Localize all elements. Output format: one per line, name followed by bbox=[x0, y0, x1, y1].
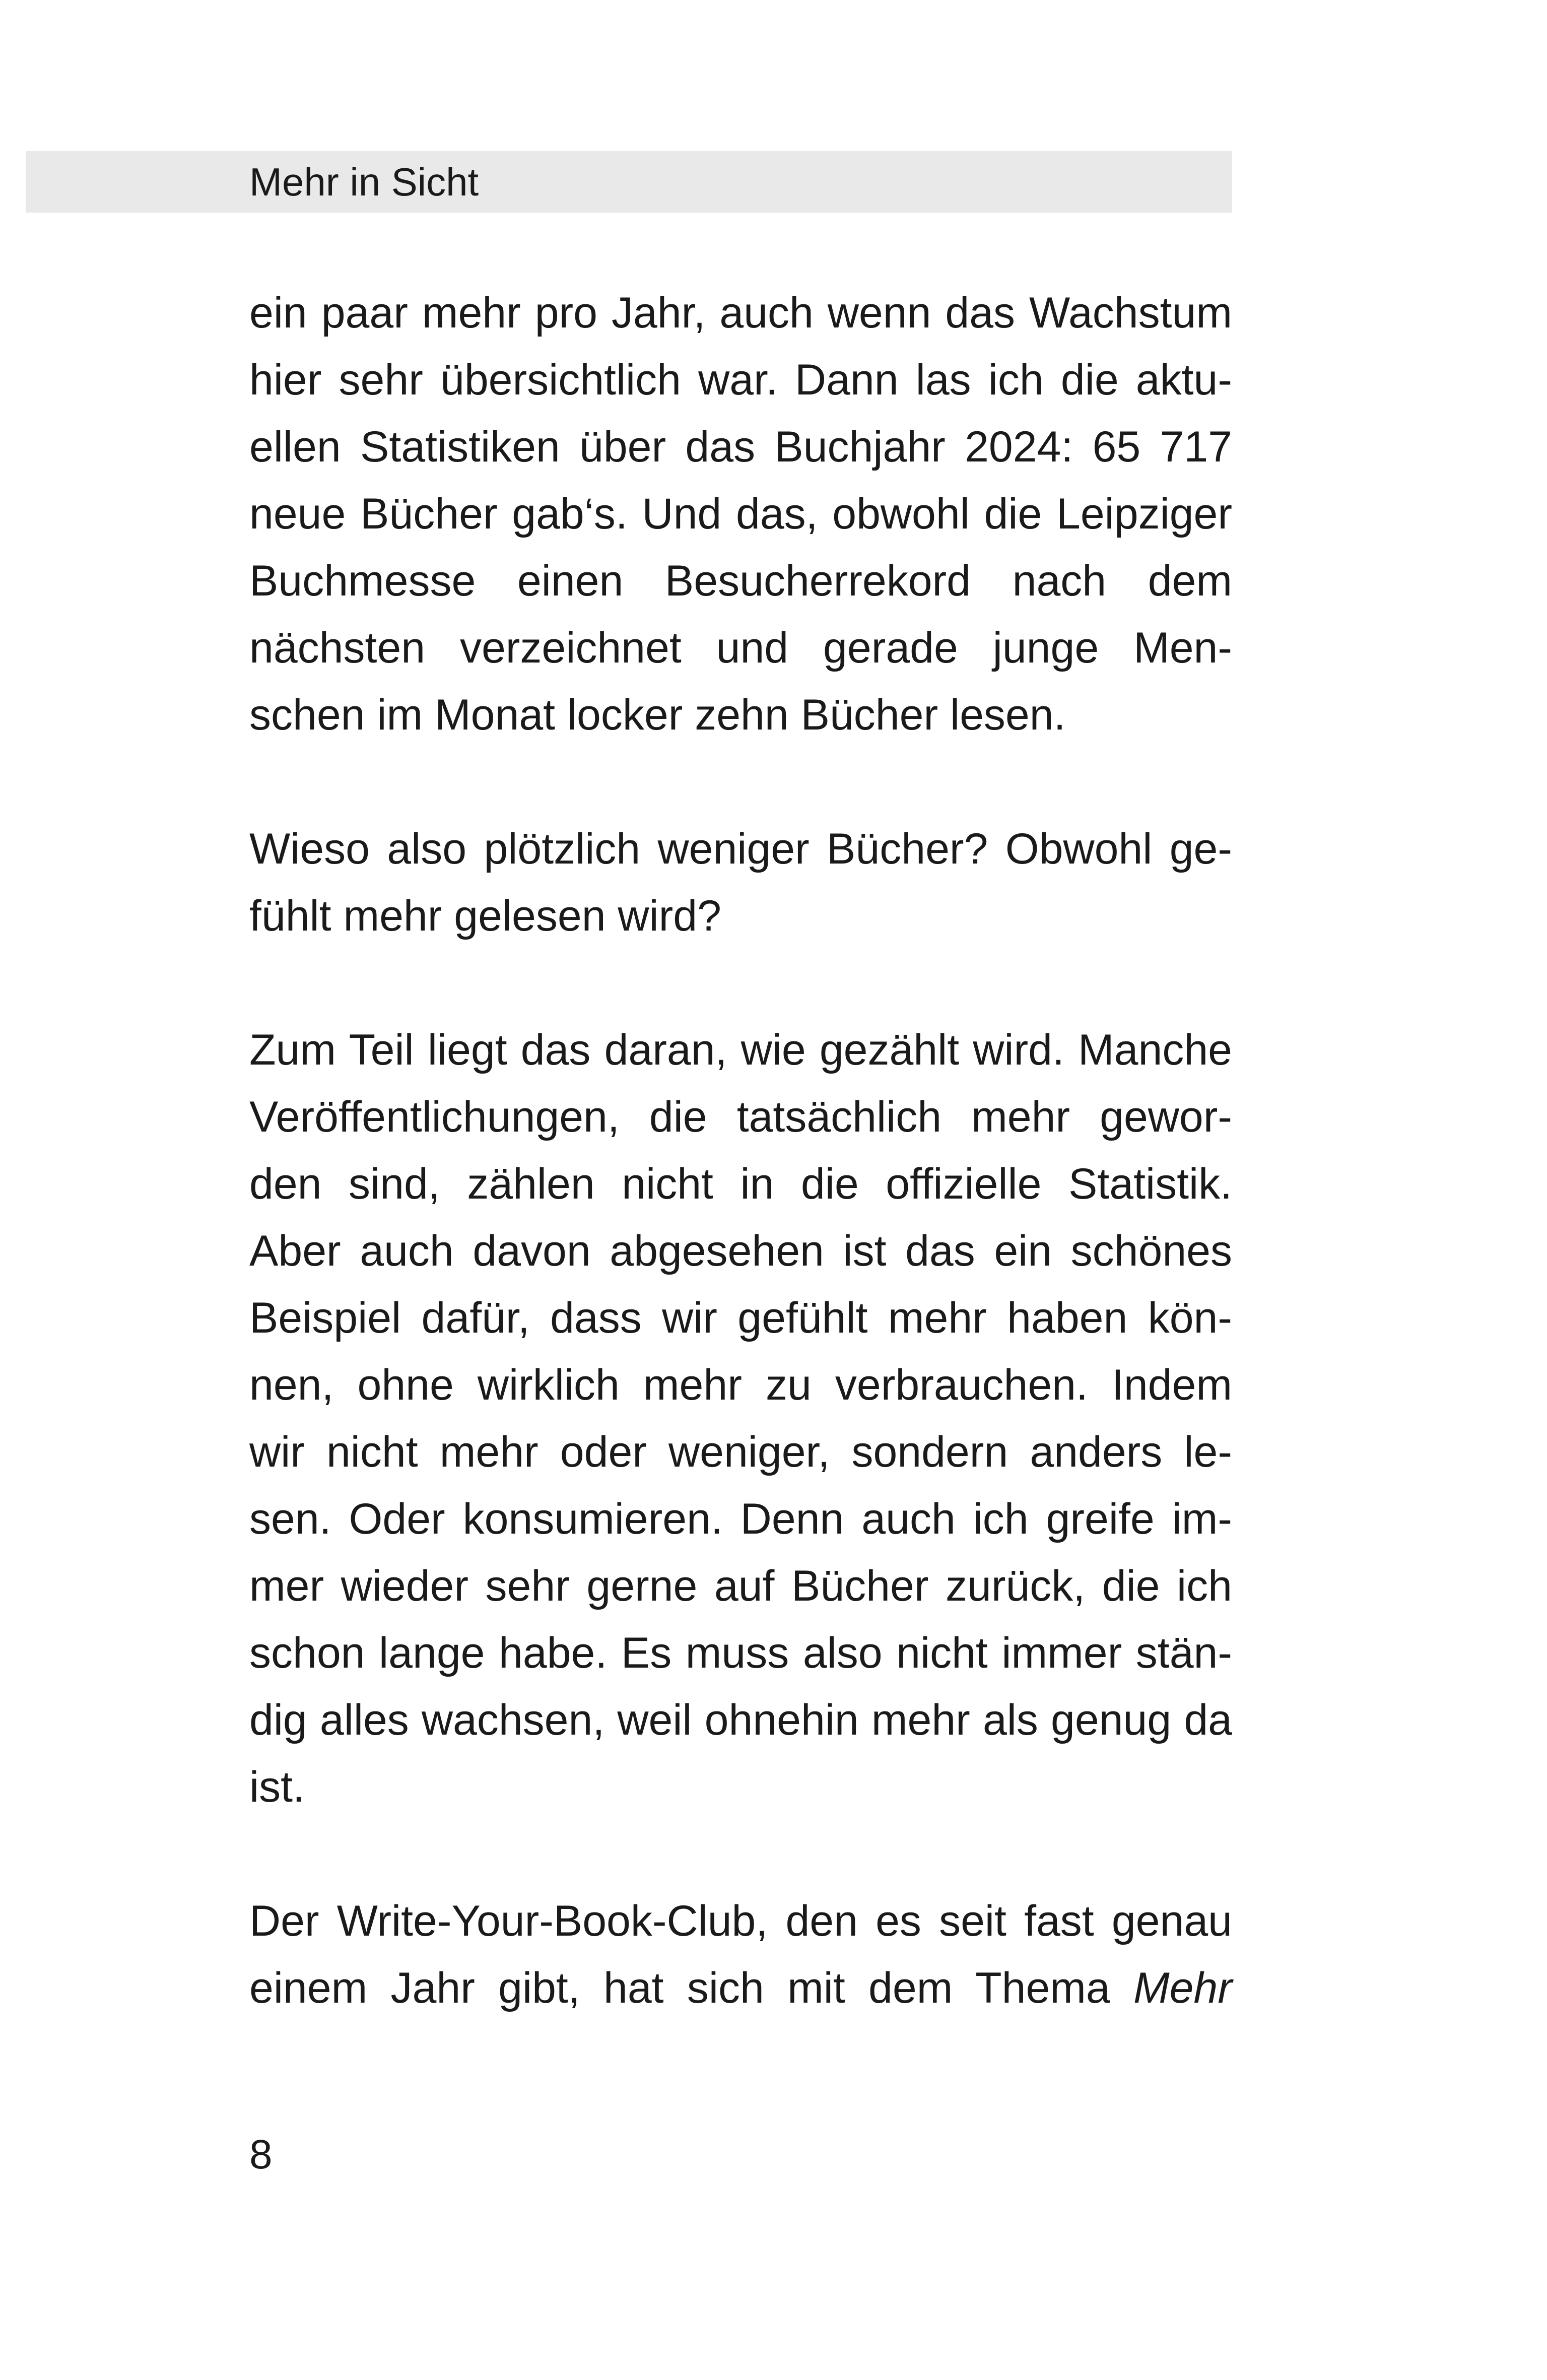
page-number: 8 bbox=[249, 2132, 273, 2177]
text-line: mer wieder sehr gerne auf Bücher zurück, die ich bbox=[249, 1562, 1232, 1610]
text-line: nen, ohne wirklich mehr zu verbrauchen. Indem bbox=[249, 1361, 1232, 1409]
text-line bbox=[249, 1955, 1232, 2022]
text-line: schen im Monat locker zehn Bücher lesen. bbox=[249, 691, 1066, 739]
text-line: Aber auch davon abgesehen ist das ein schönes bbox=[249, 1227, 1232, 1275]
text-line: neue Bücher gab‘s. Und das, obwohl die Leipziger bbox=[249, 490, 1232, 538]
body-text bbox=[249, 280, 1232, 2022]
text-line: ist. bbox=[249, 1763, 305, 1811]
text-line: hier sehr übersichtlich war. Dann las ich die aktu- bbox=[249, 356, 1232, 404]
text-line: ellen Statistiken über das Buchjahr 2024: 65 717 bbox=[249, 423, 1232, 471]
paragraph-gap bbox=[249, 749, 1232, 816]
paragraph-gap bbox=[249, 950, 1232, 1017]
text-line: Veröffentlichungen, die tatsächlich mehr gewor- bbox=[249, 1093, 1232, 1141]
text-line: wir nicht mehr oder weniger, sondern anders le- bbox=[249, 1428, 1232, 1476]
text-line-regular: einem Jahr gibt, hat sich mit dem Thema bbox=[249, 1964, 1110, 2012]
text-line: Zum Teil liegt das daran, wie gezählt wird. Manche bbox=[249, 1026, 1232, 1074]
text-line: dig alles wachsen, weil ohnehin mehr als genug da bbox=[249, 1696, 1232, 1744]
paragraph-3 bbox=[249, 1017, 1232, 1821]
text-line: den sind, zählen nicht in die offizielle Statistik. bbox=[249, 1160, 1232, 1208]
text-line: Beispiel dafür, dass wir gefühlt mehr haben kön- bbox=[249, 1294, 1232, 1342]
paragraph-2 bbox=[249, 816, 1232, 950]
paragraph-1 bbox=[249, 280, 1232, 749]
text-line-italic-word: Mehr bbox=[1133, 1964, 1232, 2012]
running-header bbox=[26, 151, 1232, 213]
text-line: nächsten verzeichnet und gerade junge Men- bbox=[249, 624, 1232, 672]
running-header-title: Mehr in Sicht bbox=[249, 160, 479, 204]
text-line: sen. Oder konsumieren. Denn auch ich greife im- bbox=[249, 1495, 1232, 1543]
text-line: Wieso also plötzlich weniger Bücher? Obwohl ge- bbox=[249, 825, 1232, 873]
text-line: Der Write-Your-Book-Club, den es seit fast genau bbox=[249, 1897, 1232, 1945]
paragraph-4 bbox=[249, 1888, 1232, 2022]
text-line: ein paar mehr pro Jahr, auch wenn das Wachstum bbox=[249, 289, 1232, 337]
text-line: schon lange habe. Es muss also nicht immer stän- bbox=[249, 1629, 1232, 1677]
text-line: fühlt mehr gelesen wird? bbox=[249, 892, 721, 940]
text-line: Buchmesse einen Besucherrekord nach dem bbox=[249, 557, 1232, 605]
paragraph-gap bbox=[249, 1821, 1232, 1888]
